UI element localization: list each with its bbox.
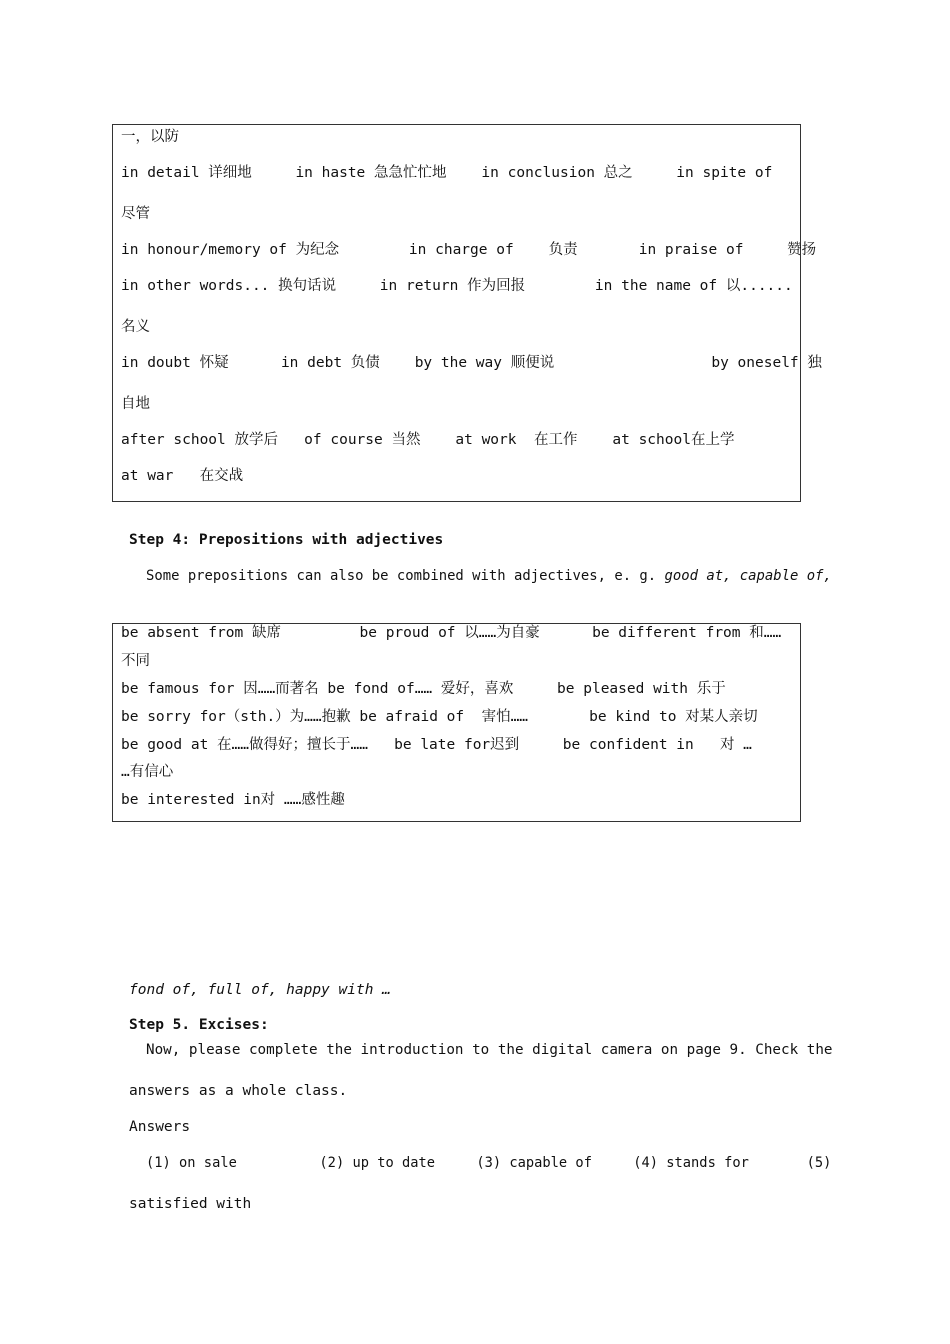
box1-line-10: at war 在交战 [121, 468, 244, 484]
box1-line-5: in other words... 换句话说 in return 作为回报 in the name of 以...... [121, 278, 793, 294]
step4-intro [146, 566, 832, 586]
box2-line-4: be sorry for（sth.）为……抱歉 be afraid of 害怕…… be kind to 对某人亲切 [121, 709, 758, 725]
box1-line-1: 一，以防 [121, 129, 179, 145]
answers-line-1: (1) on sale (2) up to date (3) capable of (4) stands for (5) [146, 1155, 832, 1171]
box1-line-3: 尽管 [121, 206, 150, 222]
answers-line-2: satisfied with [129, 1196, 252, 1212]
box2-line-1: be absent from 缺席 be proud of 以……为自豪 be different from 和…… [121, 625, 782, 641]
step5-text-line-2: answers as a whole class. [129, 1083, 348, 1099]
step4-intro-examples: good at, capable of, [664, 568, 832, 584]
continuation-examples: fond of, full of, happy with … [129, 982, 391, 998]
box1-line-8: 自地 [121, 396, 150, 412]
step5-text-line-1: Now, please complete the introduction to the digital camera on page 9. Check the [146, 1042, 833, 1058]
box1-line-4: in honour/memory of 为纪念 in charge of 负责 in praise of 赞扬 [121, 242, 817, 258]
box2-line-6: …有信心 [121, 764, 174, 780]
box2-line-5: be good at 在……做得好；擅长于…… be late for迟到 be confident in 对 … [121, 737, 752, 753]
box1-line-7: in doubt 怀疑 in debt 负债 by the way 顺便说 by oneself 独 [121, 355, 822, 371]
box1-line-9: after school 放学后 of course 当然 at work 在工作 at school在上学 [121, 432, 735, 448]
step5-heading: Step 5. Excises: [129, 1017, 269, 1033]
step4-heading: Step 4: Prepositions with adjectives [129, 532, 444, 548]
box2-line-2: 不同 [121, 653, 150, 669]
step4-intro-text: Some prepositions can also be combined with adjectives, e. g. [146, 568, 665, 584]
answers-label: Answers [129, 1119, 191, 1135]
box1-line-6: 名义 [121, 319, 150, 335]
box2-line-3: be famous for 因……而著名 be fond of…… 爱好，喜欢 be pleased with 乐于 [121, 681, 726, 697]
box2-line-7: be interested in对 ……感性趣 [121, 792, 345, 808]
box1-line-2: in detail 详细地 in haste 急急忙忙地 in conclusion 总之 in spite of [121, 165, 773, 181]
